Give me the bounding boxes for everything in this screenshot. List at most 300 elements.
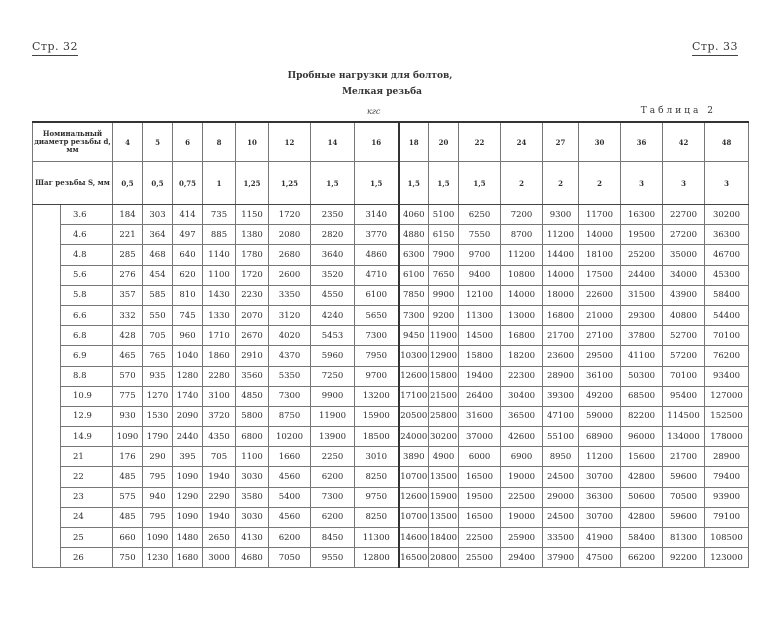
load-value-cell: 2230 bbox=[236, 285, 269, 305]
load-value-cell: 9300 bbox=[543, 205, 579, 225]
load-value-cell: 1530 bbox=[143, 406, 173, 426]
load-value-cell: 39300 bbox=[543, 386, 579, 406]
load-value-cell: 41100 bbox=[621, 346, 663, 366]
load-value-cell: 31600 bbox=[459, 406, 501, 426]
load-value-cell: 930 bbox=[113, 406, 143, 426]
load-value-cell: 21500 bbox=[429, 386, 459, 406]
load-value-cell: 570 bbox=[113, 366, 143, 386]
load-value-cell: 30200 bbox=[705, 205, 749, 225]
load-value-cell: 795 bbox=[143, 507, 173, 527]
load-value-cell: 14000 bbox=[543, 265, 579, 285]
pitch-cell: 2 bbox=[501, 162, 543, 205]
table-subtitle: Мелкая резьба bbox=[342, 87, 422, 97]
load-value-cell: 3030 bbox=[236, 507, 269, 527]
load-value-cell: 92200 bbox=[663, 548, 705, 568]
load-value-cell: 16500 bbox=[459, 507, 501, 527]
load-value-cell: 735 bbox=[203, 205, 236, 225]
load-value-cell: 12600 bbox=[399, 487, 429, 507]
load-value-cell: 575 bbox=[113, 487, 143, 507]
load-value-cell: 70100 bbox=[663, 366, 705, 386]
load-value-cell: 55100 bbox=[543, 427, 579, 447]
load-value-cell: 13500 bbox=[429, 467, 459, 487]
load-value-cell: 15900 bbox=[429, 487, 459, 507]
load-value-cell: 3560 bbox=[236, 366, 269, 386]
table-row bbox=[33, 447, 749, 467]
load-value-cell: 4850 bbox=[236, 386, 269, 406]
load-value-cell: 37000 bbox=[459, 427, 501, 447]
load-value-cell: 95400 bbox=[663, 386, 705, 406]
diameter-cell: 30 bbox=[579, 122, 621, 162]
pitch-cell: 1 bbox=[203, 162, 236, 205]
load-value-cell: 30700 bbox=[579, 467, 621, 487]
load-value-cell: 414 bbox=[173, 205, 203, 225]
diameter-cell: 8 bbox=[203, 122, 236, 162]
load-value-cell: 940 bbox=[143, 487, 173, 507]
load-value-cell: 705 bbox=[143, 326, 173, 346]
load-value-cell: 3000 bbox=[203, 548, 236, 568]
load-value-cell: 1480 bbox=[173, 528, 203, 548]
load-value-cell: 16500 bbox=[459, 467, 501, 487]
load-value-cell: 41900 bbox=[579, 528, 621, 548]
load-value-cell: 3640 bbox=[311, 245, 355, 265]
load-value-cell: 750 bbox=[113, 548, 143, 568]
load-value-cell: 10200 bbox=[269, 427, 311, 447]
load-value-cell: 585 bbox=[143, 285, 173, 305]
load-value-cell: 11300 bbox=[459, 305, 501, 325]
table-row bbox=[33, 326, 749, 346]
load-value-cell: 54400 bbox=[705, 305, 749, 325]
load-value-cell: 43900 bbox=[663, 285, 705, 305]
diameter-cell: 18 bbox=[399, 122, 429, 162]
load-value-cell: 1280 bbox=[173, 366, 203, 386]
load-value-cell: 79100 bbox=[705, 507, 749, 527]
load-value-cell: 6200 bbox=[311, 467, 355, 487]
page-number-right: Стр. 33 bbox=[692, 40, 738, 56]
load-value-cell: 6100 bbox=[355, 285, 399, 305]
diameter-cell: 48 bbox=[705, 122, 749, 162]
load-value-cell: 20800 bbox=[429, 548, 459, 568]
load-value-cell: 52700 bbox=[663, 326, 705, 346]
load-value-cell: 497 bbox=[173, 225, 203, 245]
load-value-cell: 2910 bbox=[236, 346, 269, 366]
load-value-cell: 3720 bbox=[203, 406, 236, 426]
load-value-cell: 290 bbox=[143, 447, 173, 467]
strength-class-cell: 21 bbox=[61, 447, 113, 467]
load-value-cell: 10700 bbox=[399, 507, 429, 527]
load-value-cell: 9200 bbox=[429, 305, 459, 325]
load-value-cell: 8250 bbox=[355, 507, 399, 527]
load-value-cell: 9550 bbox=[311, 548, 355, 568]
load-value-cell: 12900 bbox=[429, 346, 459, 366]
load-value-cell: 12800 bbox=[355, 548, 399, 568]
load-value-cell: 1940 bbox=[203, 467, 236, 487]
load-value-cell: 7850 bbox=[399, 285, 429, 305]
unit-label: кгс bbox=[367, 107, 381, 116]
load-value-cell: 14400 bbox=[543, 245, 579, 265]
load-value-cell: 7900 bbox=[429, 245, 459, 265]
load-value-cell: 364 bbox=[143, 225, 173, 245]
diameter-cell: 42 bbox=[663, 122, 705, 162]
load-value-cell: 6100 bbox=[399, 265, 429, 285]
load-value-cell: 21700 bbox=[663, 447, 705, 467]
diameter-label: Номинальный диаметр резьбы d, мм bbox=[33, 122, 113, 162]
load-value-cell: 36500 bbox=[501, 406, 543, 426]
load-value-cell: 1720 bbox=[269, 205, 311, 225]
diameter-row bbox=[33, 122, 749, 162]
load-value-cell: 15600 bbox=[621, 447, 663, 467]
load-value-cell: 9450 bbox=[399, 326, 429, 346]
page-number-left: Стр. 32 bbox=[32, 40, 78, 56]
load-value-cell: 93400 bbox=[705, 366, 749, 386]
load-value-cell: 6200 bbox=[269, 528, 311, 548]
load-value-cell: 2650 bbox=[203, 528, 236, 548]
load-value-cell: 9900 bbox=[429, 285, 459, 305]
load-value-cell: 11200 bbox=[579, 447, 621, 467]
pitch-label: Шаг резьбы S, мм bbox=[33, 162, 113, 205]
load-value-cell: 58400 bbox=[705, 285, 749, 305]
strength-class-cell: 5.8 bbox=[61, 285, 113, 305]
load-value-cell: 1090 bbox=[113, 427, 143, 447]
load-value-cell: 127000 bbox=[705, 386, 749, 406]
load-value-cell: 3520 bbox=[311, 265, 355, 285]
diameter-cell: 20 bbox=[429, 122, 459, 162]
load-value-cell: 3120 bbox=[269, 305, 311, 325]
load-value-cell: 11900 bbox=[311, 406, 355, 426]
load-value-cell: 1230 bbox=[143, 548, 173, 568]
load-value-cell: 15800 bbox=[459, 346, 501, 366]
load-value-cell: 14000 bbox=[501, 285, 543, 305]
load-value-cell: 23600 bbox=[543, 346, 579, 366]
load-value-cell: 81300 bbox=[663, 528, 705, 548]
load-value-cell: 13200 bbox=[355, 386, 399, 406]
load-value-cell: 10800 bbox=[501, 265, 543, 285]
strength-class-cell: 6.8 bbox=[61, 326, 113, 346]
load-value-cell: 485 bbox=[113, 507, 143, 527]
pitch-cell: 1,5 bbox=[355, 162, 399, 205]
load-value-cell: 13900 bbox=[311, 427, 355, 447]
load-value-cell: 1860 bbox=[203, 346, 236, 366]
table-row bbox=[33, 507, 749, 527]
load-value-cell: 68900 bbox=[579, 427, 621, 447]
load-value-cell: 4880 bbox=[399, 225, 429, 245]
load-value-cell: 1100 bbox=[203, 265, 236, 285]
load-value-cell: 1090 bbox=[173, 507, 203, 527]
table-row bbox=[33, 265, 749, 285]
load-value-cell: 935 bbox=[143, 366, 173, 386]
load-value-cell: 33500 bbox=[543, 528, 579, 548]
group-label-cell bbox=[33, 205, 61, 568]
load-value-cell: 76200 bbox=[705, 346, 749, 366]
load-value-cell: 660 bbox=[113, 528, 143, 548]
load-value-cell: 93900 bbox=[705, 487, 749, 507]
load-value-cell: 6800 bbox=[236, 427, 269, 447]
strength-class-cell: 6.9 bbox=[61, 346, 113, 366]
load-value-cell: 28900 bbox=[705, 447, 749, 467]
load-value-cell: 1090 bbox=[173, 467, 203, 487]
table-row bbox=[33, 548, 749, 568]
table-row bbox=[33, 305, 749, 325]
load-value-cell: 1290 bbox=[173, 487, 203, 507]
load-value-cell: 7300 bbox=[355, 326, 399, 346]
load-value-cell: 745 bbox=[173, 305, 203, 325]
load-value-cell: 57200 bbox=[663, 346, 705, 366]
load-value-cell: 1790 bbox=[143, 427, 173, 447]
load-value-cell: 25500 bbox=[459, 548, 501, 568]
diameter-cell: 27 bbox=[543, 122, 579, 162]
diameter-cell: 12 bbox=[269, 122, 311, 162]
load-value-cell: 35000 bbox=[663, 245, 705, 265]
diameter-cell: 14 bbox=[311, 122, 355, 162]
load-value-cell: 276 bbox=[113, 265, 143, 285]
load-value-cell: 332 bbox=[113, 305, 143, 325]
load-value-cell: 176 bbox=[113, 447, 143, 467]
load-value-cell: 29400 bbox=[501, 548, 543, 568]
load-value-cell: 24000 bbox=[399, 427, 429, 447]
load-value-cell: 765 bbox=[143, 346, 173, 366]
load-value-cell: 4860 bbox=[355, 245, 399, 265]
load-value-cell: 1140 bbox=[203, 245, 236, 265]
load-value-cell: 22700 bbox=[663, 205, 705, 225]
load-value-cell: 2080 bbox=[269, 225, 311, 245]
load-value-cell: 17100 bbox=[399, 386, 429, 406]
pitch-cell: 3 bbox=[663, 162, 705, 205]
load-value-cell: 11300 bbox=[355, 528, 399, 548]
load-value-cell: 10700 bbox=[399, 467, 429, 487]
load-value-cell: 4560 bbox=[269, 507, 311, 527]
load-value-cell: 6000 bbox=[459, 447, 501, 467]
pitch-cell: 2 bbox=[543, 162, 579, 205]
load-value-cell: 37900 bbox=[543, 548, 579, 568]
load-value-cell: 810 bbox=[173, 285, 203, 305]
load-value-cell: 19500 bbox=[621, 225, 663, 245]
load-value-cell: 7650 bbox=[429, 265, 459, 285]
table-row bbox=[33, 245, 749, 265]
strength-class-cell: 12.9 bbox=[61, 406, 113, 426]
load-value-cell: 28900 bbox=[543, 366, 579, 386]
load-value-cell: 15800 bbox=[429, 366, 459, 386]
load-value-cell: 3010 bbox=[355, 447, 399, 467]
load-value-cell: 4680 bbox=[236, 548, 269, 568]
strength-class-cell: 3.6 bbox=[61, 205, 113, 225]
load-value-cell: 46700 bbox=[705, 245, 749, 265]
load-value-cell: 454 bbox=[143, 265, 173, 285]
load-value-cell: 27100 bbox=[579, 326, 621, 346]
pitch-cell: 1,5 bbox=[429, 162, 459, 205]
diameter-cell: 16 bbox=[355, 122, 399, 162]
load-value-cell: 25200 bbox=[621, 245, 663, 265]
load-value-cell: 18500 bbox=[355, 427, 399, 447]
load-value-cell: 12100 bbox=[459, 285, 501, 305]
load-value-cell: 21000 bbox=[579, 305, 621, 325]
load-value-cell: 795 bbox=[143, 467, 173, 487]
table-row bbox=[33, 487, 749, 507]
diameter-cell: 4 bbox=[113, 122, 143, 162]
load-value-cell: 59000 bbox=[579, 406, 621, 426]
table-row bbox=[33, 346, 749, 366]
load-value-cell: 5400 bbox=[269, 487, 311, 507]
load-value-cell: 7200 bbox=[501, 205, 543, 225]
table-row bbox=[33, 225, 749, 245]
load-value-cell: 22600 bbox=[579, 285, 621, 305]
load-value-cell: 59600 bbox=[663, 467, 705, 487]
pitch-cell: 1,5 bbox=[459, 162, 501, 205]
load-value-cell: 96000 bbox=[621, 427, 663, 447]
load-value-cell: 36100 bbox=[579, 366, 621, 386]
load-value-cell: 18400 bbox=[429, 528, 459, 548]
load-value-cell: 5960 bbox=[311, 346, 355, 366]
load-value-cell: 22500 bbox=[459, 528, 501, 548]
load-value-cell: 2280 bbox=[203, 366, 236, 386]
table-title: Пробные нагрузки для болтов, bbox=[287, 71, 453, 81]
load-value-cell: 4550 bbox=[311, 285, 355, 305]
strength-class-cell: 4.6 bbox=[61, 225, 113, 245]
load-value-cell: 36300 bbox=[705, 225, 749, 245]
load-value-cell: 221 bbox=[113, 225, 143, 245]
load-value-cell: 7050 bbox=[269, 548, 311, 568]
load-value-cell: 58400 bbox=[621, 528, 663, 548]
load-value-cell: 640 bbox=[173, 245, 203, 265]
load-value-cell: 775 bbox=[113, 386, 143, 406]
load-value-cell: 37800 bbox=[621, 326, 663, 346]
load-value-cell: 29300 bbox=[621, 305, 663, 325]
load-value-cell: 8250 bbox=[355, 467, 399, 487]
load-value-cell: 1270 bbox=[143, 386, 173, 406]
load-value-cell: 49200 bbox=[579, 386, 621, 406]
load-value-cell: 2290 bbox=[203, 487, 236, 507]
table-row bbox=[33, 366, 749, 386]
load-value-cell: 82200 bbox=[621, 406, 663, 426]
load-value-cell: 4240 bbox=[311, 305, 355, 325]
strength-class-cell: 22 bbox=[61, 467, 113, 487]
load-value-cell: 36300 bbox=[579, 487, 621, 507]
load-value-cell: 18100 bbox=[579, 245, 621, 265]
load-value-cell: 4020 bbox=[269, 326, 311, 346]
diameter-cell: 10 bbox=[236, 122, 269, 162]
load-value-cell: 705 bbox=[203, 447, 236, 467]
load-value-cell: 2670 bbox=[236, 326, 269, 346]
load-value-cell: 45300 bbox=[705, 265, 749, 285]
table-row bbox=[33, 467, 749, 487]
strength-class-cell: 24 bbox=[61, 507, 113, 527]
strength-class-cell: 8.8 bbox=[61, 366, 113, 386]
load-value-cell: 303 bbox=[143, 205, 173, 225]
pitch-cell: 0,75 bbox=[173, 162, 203, 205]
load-value-cell: 2680 bbox=[269, 245, 311, 265]
strength-class-cell: 6.6 bbox=[61, 305, 113, 325]
table-row bbox=[33, 406, 749, 426]
load-value-cell: 1040 bbox=[173, 346, 203, 366]
pitch-cell: 3 bbox=[621, 162, 663, 205]
load-value-cell: 2600 bbox=[269, 265, 311, 285]
load-value-cell: 11900 bbox=[429, 326, 459, 346]
load-value-cell: 184 bbox=[113, 205, 143, 225]
pitch-cell: 1,5 bbox=[311, 162, 355, 205]
load-value-cell: 4900 bbox=[429, 447, 459, 467]
load-value-cell: 18000 bbox=[543, 285, 579, 305]
load-value-cell: 4710 bbox=[355, 265, 399, 285]
load-value-cell: 50300 bbox=[621, 366, 663, 386]
table-row bbox=[33, 386, 749, 406]
load-value-cell: 4060 bbox=[399, 205, 429, 225]
load-value-cell: 22500 bbox=[501, 487, 543, 507]
load-value-cell: 108500 bbox=[705, 528, 749, 548]
load-value-cell: 1380 bbox=[236, 225, 269, 245]
load-value-cell: 428 bbox=[113, 326, 143, 346]
load-value-cell: 10300 bbox=[399, 346, 429, 366]
pitch-row bbox=[33, 162, 749, 205]
load-value-cell: 8750 bbox=[269, 406, 311, 426]
load-value-cell: 9400 bbox=[459, 265, 501, 285]
load-value-cell: 9750 bbox=[355, 487, 399, 507]
load-value-cell: 1660 bbox=[269, 447, 311, 467]
load-value-cell: 50600 bbox=[621, 487, 663, 507]
load-value-cell: 7250 bbox=[311, 366, 355, 386]
table-number: Таблица 2 bbox=[640, 106, 716, 116]
load-value-cell: 14600 bbox=[399, 528, 429, 548]
strength-class-cell: 5.6 bbox=[61, 265, 113, 285]
load-value-cell: 8950 bbox=[543, 447, 579, 467]
load-value-cell: 550 bbox=[143, 305, 173, 325]
load-value-cell: 1780 bbox=[236, 245, 269, 265]
proof-load-table bbox=[32, 121, 749, 568]
load-value-cell: 13500 bbox=[429, 507, 459, 527]
load-value-cell: 8700 bbox=[501, 225, 543, 245]
load-value-cell: 16800 bbox=[543, 305, 579, 325]
load-value-cell: 885 bbox=[203, 225, 236, 245]
load-value-cell: 12600 bbox=[399, 366, 429, 386]
load-value-cell: 47100 bbox=[543, 406, 579, 426]
load-value-cell: 2350 bbox=[311, 205, 355, 225]
load-value-cell: 11200 bbox=[543, 225, 579, 245]
load-value-cell: 24500 bbox=[543, 507, 579, 527]
load-value-cell: 1100 bbox=[236, 447, 269, 467]
load-value-cell: 152500 bbox=[705, 406, 749, 426]
load-value-cell: 620 bbox=[173, 265, 203, 285]
load-value-cell: 285 bbox=[113, 245, 143, 265]
load-value-cell: 1740 bbox=[173, 386, 203, 406]
load-value-cell: 178000 bbox=[705, 427, 749, 447]
load-value-cell: 6900 bbox=[501, 447, 543, 467]
load-value-cell: 59600 bbox=[663, 507, 705, 527]
load-value-cell: 42800 bbox=[621, 507, 663, 527]
load-value-cell: 2440 bbox=[173, 427, 203, 447]
load-value-cell: 40800 bbox=[663, 305, 705, 325]
pitch-cell: 0,5 bbox=[113, 162, 143, 205]
load-value-cell: 6250 bbox=[459, 205, 501, 225]
load-value-cell: 5650 bbox=[355, 305, 399, 325]
load-value-cell: 19400 bbox=[459, 366, 501, 386]
load-value-cell: 960 bbox=[173, 326, 203, 346]
table-row bbox=[33, 285, 749, 305]
load-value-cell: 19000 bbox=[501, 467, 543, 487]
diameter-cell: 36 bbox=[621, 122, 663, 162]
load-value-cell: 24500 bbox=[543, 467, 579, 487]
load-value-cell: 1150 bbox=[236, 205, 269, 225]
pitch-cell: 3 bbox=[705, 162, 749, 205]
load-value-cell: 9900 bbox=[311, 386, 355, 406]
load-value-cell: 123000 bbox=[705, 548, 749, 568]
load-value-cell: 134000 bbox=[663, 427, 705, 447]
load-value-cell: 4350 bbox=[203, 427, 236, 447]
load-value-cell: 24400 bbox=[621, 265, 663, 285]
strength-class-cell: 10.9 bbox=[61, 386, 113, 406]
load-value-cell: 5800 bbox=[236, 406, 269, 426]
load-value-cell: 13000 bbox=[501, 305, 543, 325]
load-value-cell: 6300 bbox=[399, 245, 429, 265]
load-value-cell: 70100 bbox=[705, 326, 749, 346]
load-value-cell: 11200 bbox=[501, 245, 543, 265]
load-value-cell: 3770 bbox=[355, 225, 399, 245]
